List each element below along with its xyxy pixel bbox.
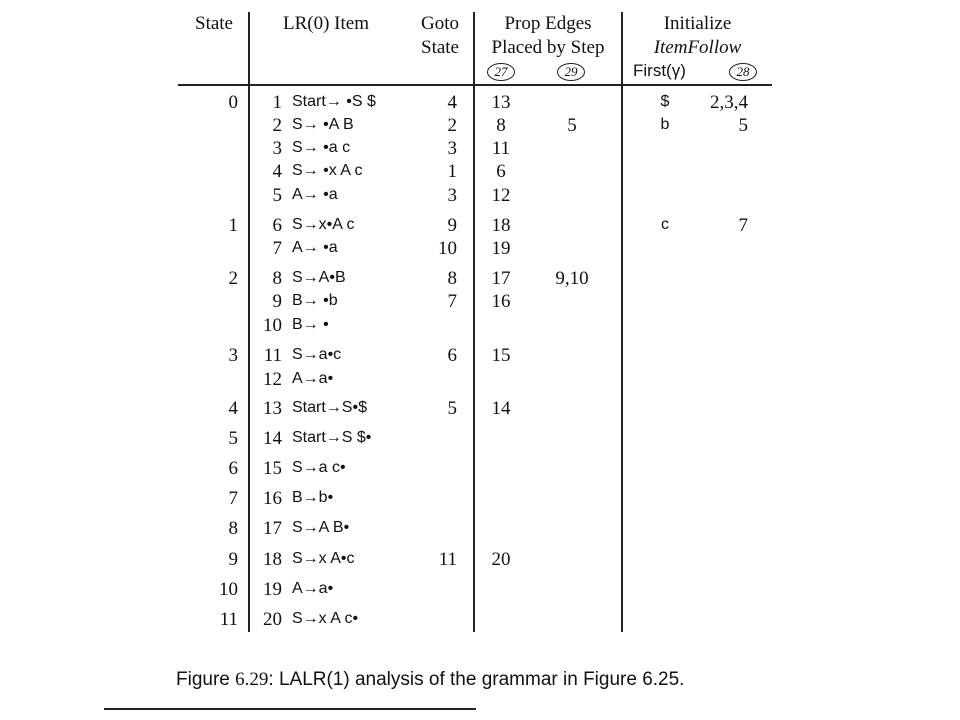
cell-item: S→A B• — [292, 519, 350, 536]
cell-num: 5 — [272, 185, 282, 206]
cell-item: S→ •x A c — [292, 162, 363, 179]
cell-item: S→ •A B — [292, 116, 354, 133]
cell-state: 8 — [228, 518, 238, 539]
divider-goto — [473, 12, 475, 632]
cell-p27: 20 — [491, 549, 511, 570]
cell-item: S→x•A c — [292, 216, 355, 233]
header-prop-1: Prop Edges — [504, 13, 592, 34]
cell-item: Start→ •S $ — [292, 93, 376, 110]
cell-goto: 9 — [447, 215, 457, 236]
cell-goto: 10 — [438, 238, 457, 259]
cell-p27: 11 — [491, 138, 511, 159]
cell-state: 7 — [228, 488, 238, 509]
cell-state: 11 — [219, 609, 238, 630]
cell-item: B→ •b — [292, 292, 338, 309]
cell-state: 1 — [228, 215, 238, 236]
cell-p29: 9,10 — [555, 268, 589, 289]
cell-item: A→a• — [292, 370, 334, 387]
cell-num: 17 — [263, 518, 282, 539]
step-29-circle: 29 — [557, 63, 585, 81]
step-27-circle: 27 — [487, 63, 515, 81]
cell-item: A→ •a — [292, 239, 338, 256]
cell-item: Start→S $• — [292, 429, 372, 446]
cell-p27: 6 — [496, 161, 506, 182]
cell-item: Start→S•$ — [292, 399, 367, 416]
cell-num: 12 — [263, 369, 282, 390]
footnote-rule — [104, 708, 476, 710]
cell-goto: 4 — [447, 92, 457, 113]
cell-state: 6 — [228, 458, 238, 479]
cell-num: 3 — [272, 138, 282, 159]
cell-goto: 11 — [438, 549, 457, 570]
cell-item: B→b• — [292, 489, 334, 506]
cell-num: 18 — [263, 549, 282, 570]
cell-goto: 5 — [447, 398, 457, 419]
cell-item: S→x A•c — [292, 550, 355, 567]
cell-p27: 19 — [491, 238, 511, 259]
cell-goto: 1 — [447, 161, 457, 182]
cell-state: 10 — [219, 579, 238, 600]
header-first: First(γ) — [633, 61, 686, 80]
cell-state: 5 — [228, 428, 238, 449]
cell-item: A→ •a — [292, 186, 338, 203]
cell-num: 16 — [263, 488, 282, 509]
cell-item: A→a• — [292, 580, 334, 597]
cell-num: 15 — [263, 458, 282, 479]
cell-item: S→ •a c — [292, 139, 351, 156]
cell-p27: 17 — [491, 268, 511, 289]
header-init-2: ItemFollow — [653, 37, 742, 58]
cell-first: $ — [660, 93, 670, 110]
cell-p27: 14 — [491, 398, 511, 419]
cell-item: S→a c• — [292, 459, 346, 476]
cell-state: 0 — [228, 92, 238, 113]
cell-first: b — [660, 116, 670, 133]
cell-state: 3 — [228, 345, 238, 366]
header-rule — [178, 84, 772, 86]
cell-goto: 6 — [447, 345, 457, 366]
cell-follow: 5 — [738, 115, 748, 136]
cell-num: 4 — [272, 161, 282, 182]
cell-num: 8 — [272, 268, 282, 289]
header-prop-2: Placed by Step — [491, 37, 605, 58]
cell-p27: 13 — [491, 92, 511, 113]
cell-num: 14 — [263, 428, 282, 449]
cell-goto: 3 — [447, 185, 457, 206]
step-28-circle: 28 — [729, 63, 757, 81]
cell-state: 4 — [228, 398, 238, 419]
header-state: State — [195, 13, 233, 34]
cell-num: 2 — [272, 115, 282, 136]
cell-p27: 16 — [491, 291, 511, 312]
cell-num: 9 — [272, 291, 282, 312]
header-item: LR(0) Item — [283, 13, 370, 34]
cell-p27: 8 — [496, 115, 506, 136]
cell-p29: 5 — [567, 115, 577, 136]
figure-caption: Figure 6.29: LALR(1) analysis of the grammar in Figure 6.25. — [176, 669, 685, 690]
header-init-1: Initialize — [663, 13, 732, 34]
cell-goto: 2 — [447, 115, 457, 136]
cell-item: S→a•c — [292, 346, 342, 363]
cell-item: S→A•B — [292, 269, 346, 286]
cell-p27: 15 — [491, 345, 511, 366]
cell-follow: 7 — [738, 215, 748, 236]
cell-p27: 12 — [491, 185, 511, 206]
cell-num: 10 — [263, 315, 282, 336]
divider-prop — [621, 12, 623, 632]
header-goto-2: State — [421, 37, 459, 58]
cell-item: S→x A c• — [292, 610, 359, 627]
cell-follow: 2,3,4 — [710, 92, 748, 113]
cell-num: 7 — [272, 238, 282, 259]
cell-state: 9 — [228, 549, 238, 570]
cell-state: 2 — [228, 268, 238, 289]
cell-goto: 7 — [447, 291, 457, 312]
cell-goto: 8 — [447, 268, 457, 289]
cell-num: 20 — [263, 609, 282, 630]
cell-p27: 18 — [491, 215, 511, 236]
cell-first: c — [661, 216, 669, 233]
cell-num: 6 — [272, 215, 282, 236]
cell-num: 13 — [263, 398, 282, 419]
cell-goto: 3 — [447, 138, 457, 159]
header-goto-1: Goto — [421, 13, 459, 34]
cell-num: 1 — [272, 92, 282, 113]
cell-num: 19 — [263, 579, 282, 600]
cell-item: B→ • — [292, 316, 329, 333]
divider-state — [248, 12, 250, 632]
cell-num: 11 — [263, 345, 282, 366]
